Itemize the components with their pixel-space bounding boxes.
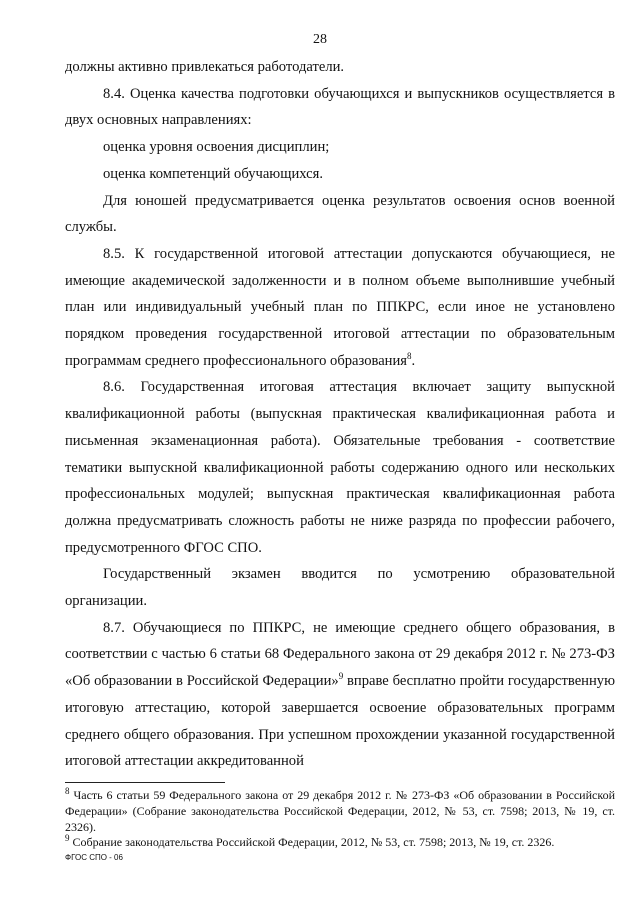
document-code: ФГОС СПО - 06: [65, 853, 123, 862]
paragraph: [65, 615, 615, 775]
paragraph-text: 8.7. Обучающиеся по ППКРС, не имеющие среднего общего образования, в соответствии с частью 6 статьи 68 Федерального закона от 29 декабря 2012 г. № 273-ФЗ «Об образовании в Российской Федерации»: [65, 619, 615, 690]
paragraph: должны активно привлекаться работодатели.: [65, 59, 345, 75]
footnote-ref: 8: [407, 350, 412, 361]
page-number: 28: [313, 32, 327, 47]
footnote: [65, 788, 615, 835]
list-item: оценка компетенций обучающихся.: [103, 165, 323, 182]
body-text: [65, 54, 615, 775]
footnote: [65, 835, 615, 851]
paragraph: Для юношей предусматривается оценка результатов освоения основ военной службы.: [65, 192, 615, 236]
footnote-mark: 9: [65, 833, 70, 844]
footnote-text: Часть 6 статьи 59 Федерального закона от 29 декабря 2012 г. № 273-ФЗ «Об образовании в Российской Федерации» (Собрание законодательства Российской Федерации, 2012, № 53, ст. 7598; 2013, № 19, ст. 2326).: [65, 788, 615, 834]
paragraph: 8.6. Государственная итоговая аттестация включает защиту выпускной квалификационной работы (выпускная практическая квалификационная работа и письменная экзаменационная работа). Обязательные требования - соответствие тематики выпускной квалификационной работы содержанию одного или нескольких профессиональных модулей; выпускная практическая квалификационная работа должна предусматривать сложность работы не ниже разряда по профессии рабочего, предусмотренного ФГОС СПО.: [65, 379, 615, 556]
paragraph-tail: вправе бесплатно пройти государственную итоговую аттестацию, которой завершается освоение образовательных программ среднего общего образования. При успешном прохождении указанной государственной итоговой аттестации аккредитованной: [65, 673, 615, 770]
footnote-mark: 8: [65, 786, 70, 796]
footnote-text: Собрание законодательства Российской Федерации, 2012, № 53, ст. 7598; 2013, № 19, ст. 2326.: [69, 835, 555, 850]
paragraph-text: 8.5. К государственной итоговой аттестации допускаются обучающиеся, не имеющие академической задолженности и в полном объеме выполнившие учебный план или индивидуальный учебный план по ППКРС, если иное не установлено порядком проведения государственной итоговой аттестации по образовательным программам среднего профессионального образования: [65, 245, 615, 369]
footnotes: [65, 788, 615, 851]
paragraph: 8.4. Оценка качества подготовки обучающихся и выпускников осуществляется в двух основных направлениях:: [65, 85, 615, 129]
paragraph: [65, 241, 615, 375]
footnote-divider: [65, 782, 225, 783]
paragraph: Государственный экзамен вводится по усмотрению образовательной организации.: [65, 566, 615, 610]
paragraph-tail: .: [411, 352, 416, 369]
footnote-ref: 9: [338, 671, 344, 682]
list-item: оценка уровня освоения дисциплин;: [103, 139, 330, 156]
